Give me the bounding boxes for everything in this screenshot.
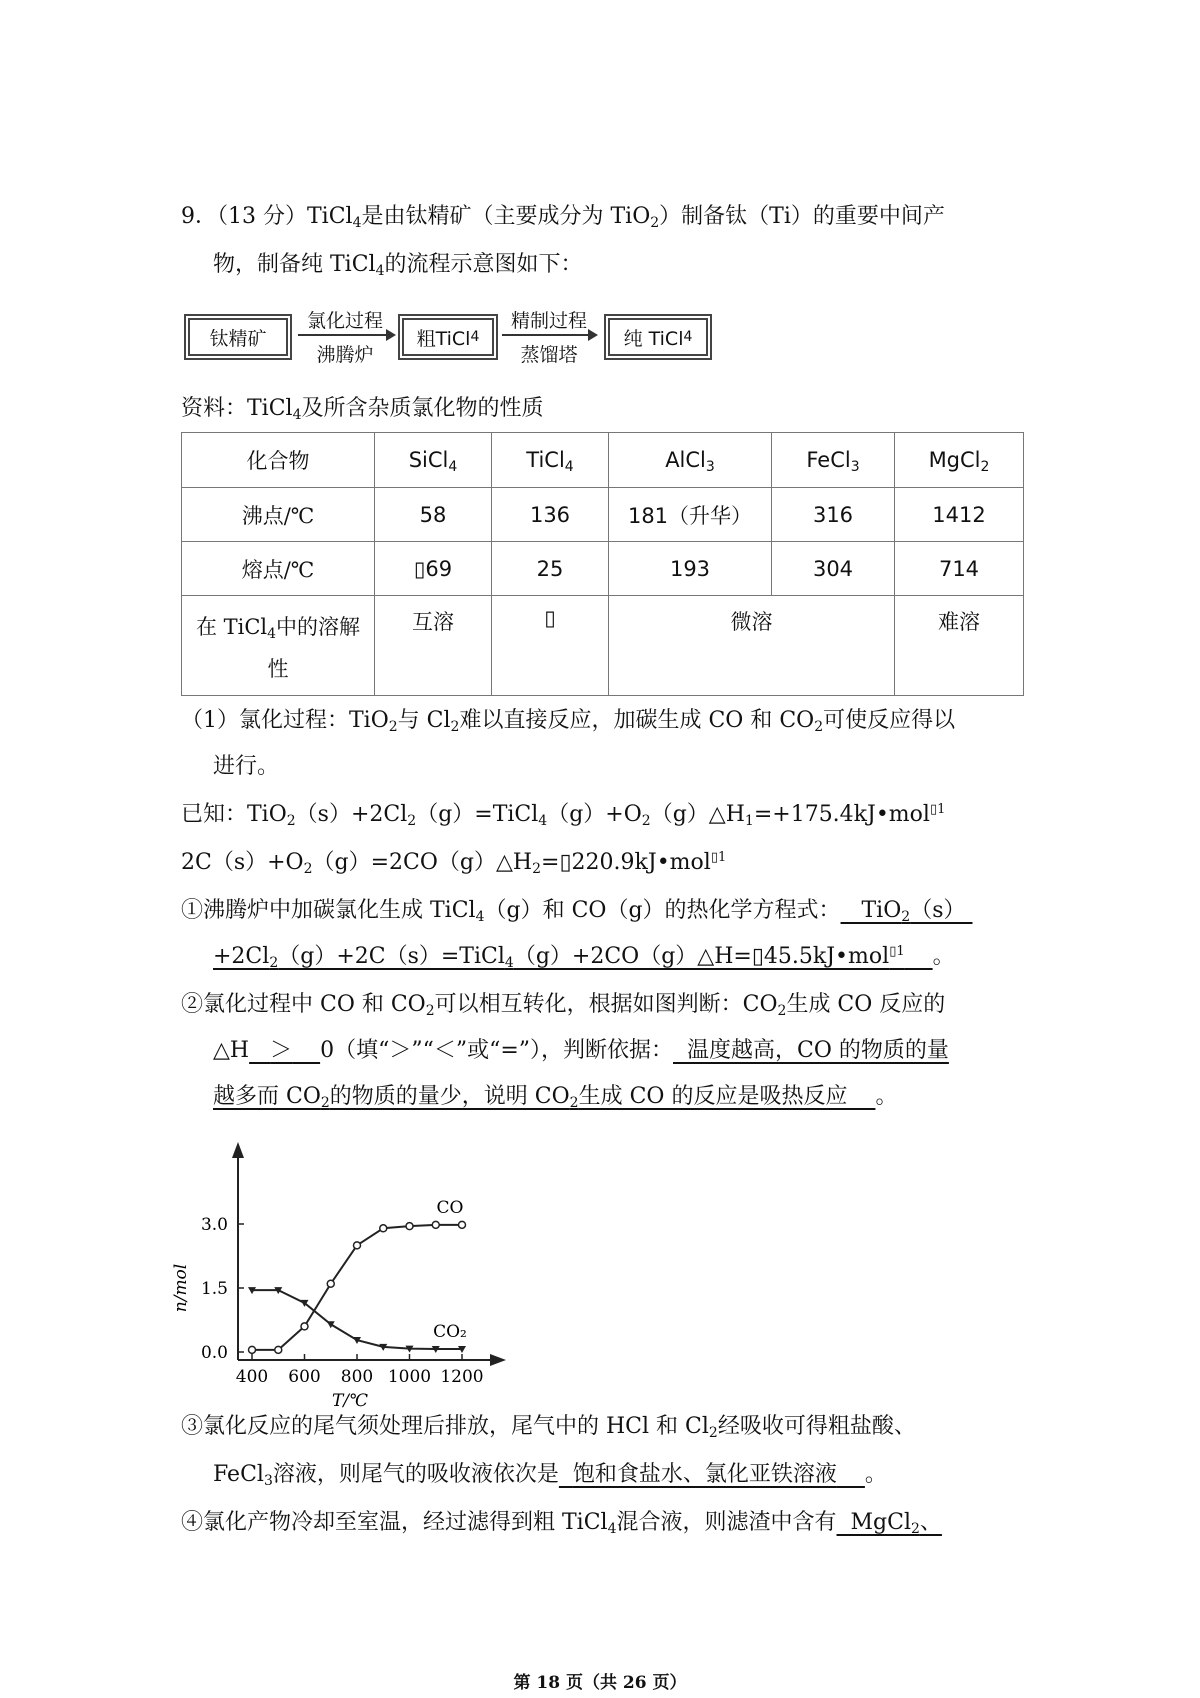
table-cell: ▯69: [375, 542, 492, 596]
data-point: [380, 1225, 387, 1232]
table-cell: 181（升华）: [609, 488, 772, 542]
table-header-row: [182, 433, 1024, 488]
q1-answer-part1: TiO$_2$（s）: [840, 898, 973, 925]
page-footer: 第 18 页（共 26 页）: [513, 1673, 687, 1693]
table-cell: 316: [772, 488, 895, 542]
known-reaction-2: $2C(s)+O_2(g)=2CO(g)\triangle H_2=▯220.9kJ•mol^{▯1}$: [181, 850, 727, 877]
flow-arrow1-top-label: 氯化过程: [306, 310, 383, 332]
y-tick-label: 3.0: [200, 1215, 228, 1235]
table-cell: 58: [375, 488, 492, 542]
q1-answer-part2: $+2Cl_2(g)+2C(s)=TiCl_4(g)+2CO(g)\triangle H=▯45.5kJ•mol^{▯1}$: [213, 944, 905, 971]
series-label: CO₂: [433, 1322, 467, 1343]
table-cell: 304: [772, 542, 895, 596]
table-cell: 难溶: [895, 596, 1024, 696]
flow-arrow2: [502, 334, 592, 336]
y-tick-label: 1.5: [200, 1279, 228, 1299]
table-cell: 193: [609, 542, 772, 596]
q1-line2: [213, 942, 955, 972]
table-row-solubility: [182, 596, 1024, 696]
x-tick-label: 800: [340, 1367, 374, 1387]
table-label-boiling: 沸点/℃: [182, 488, 375, 542]
flow-arrow2-bottom-label: 蒸馏塔: [520, 344, 578, 366]
data-point: [301, 1323, 308, 1330]
table-header-fecl3: FeCl$_3$: [772, 433, 895, 488]
data-point: [354, 1242, 361, 1249]
question-header-line2: 物，制备纯 TiCl$_4$的流程示意图如下：: [213, 252, 583, 279]
table-cell: 25: [492, 542, 609, 596]
q2-line2: [213, 1036, 949, 1066]
flow-box-crude: 粗TiCl 4: [398, 314, 498, 360]
q2-delta: △H: [213, 1038, 250, 1063]
table-label-melting: 熔点/℃: [182, 542, 375, 596]
q2-line1: ②氯化过程中 CO 和 $CO_2$可以相互转化，根据如图判断：$CO_2$生成 CO 反应的: [181, 992, 946, 1019]
table-row-boiling: [182, 488, 1024, 542]
q1-line1: ①沸腾炉中加碳氯化生成 TiCl$_4$（g）和 CO（g）的热化学方程式： TiO$_2$（s）: [181, 898, 973, 925]
data-point: [327, 1321, 335, 1328]
table-cell: 714: [895, 542, 1024, 596]
q2-line3: [213, 1082, 897, 1112]
x-tick-label: 400: [235, 1367, 269, 1387]
table-header-compound: 化合物: [182, 433, 375, 488]
table-cell: ▯: [492, 596, 609, 696]
table-header-ticl4: TiCl$_4$: [492, 433, 609, 488]
table-header-sicl4: SiCl$_4$: [375, 433, 492, 488]
x-tick-label: 600: [288, 1367, 321, 1387]
flow-arrow1: [298, 334, 390, 336]
y-axis-arrow: [232, 1142, 244, 1158]
table-row-melting: [182, 542, 1024, 596]
data-point: [432, 1221, 439, 1228]
flow-box-pure: 纯 TiCl 4: [604, 314, 712, 360]
chart-labels: [171, 1198, 484, 1411]
co-co2-chart: [170, 1128, 530, 1411]
question-number: 9．（13 分）TiCl$_4$是由钛精矿（主要成分为 TiO$_2$）制备钛（Ti）的重要中间产: [181, 204, 945, 231]
q3-answer: 饱和食盐水、氯化亚铁溶液: [572, 1462, 837, 1487]
q3-line2: FeCl$_3$溶液，则尾气的吸收液依次是 饱和食盐水、氯化亚铁溶液 。: [213, 1462, 887, 1489]
part1-line1: （1）氯化过程：TiO$_2$与 $Cl_2$难以直接反应，加碳生成 CO 和 $CO_2$可使反应得以: [181, 708, 956, 735]
question-header-line1: [181, 202, 945, 232]
x-axis-label: T/℃: [331, 1391, 369, 1411]
flow-box-ore: 钛精矿: [184, 314, 292, 360]
x-tick-label: 1000: [387, 1367, 432, 1387]
q1-end: 。: [932, 944, 955, 969]
table-header-mgcl2: MgCl$_2$: [895, 433, 1024, 488]
x-axis-arrow: [490, 1354, 506, 1366]
data-point: [327, 1280, 334, 1287]
table-caption: 资料：TiCl$_4$及所含杂质氯化物的性质: [181, 396, 544, 423]
flow-arrow1-bottom-label: 沸腾炉: [316, 344, 374, 366]
known-reaction-1: 已知：$TiO_2(s)+2Cl_2(g)=TiCl_4(g)+O_2(g)\triangle H_1=+175.4kJ•mol^{▯1}$: [181, 802, 946, 829]
q2-reason-part2: 越多而 $CO_2$的物质的量少，说明 $CO_2$生成 CO 的反应是吸热反应: [213, 1084, 876, 1111]
q3-end: 。: [864, 1462, 887, 1487]
data-point: [459, 1221, 466, 1228]
y-axis-label: n/mol: [171, 1263, 191, 1313]
x-tick-label: 1200: [440, 1367, 484, 1387]
table-cell: 微溶: [609, 596, 895, 696]
series-label: CO: [436, 1197, 464, 1218]
y-tick-label: 0.0: [200, 1343, 228, 1363]
q2-reason-part1: 温度越高，CO 的物质的量: [687, 1038, 949, 1063]
q2-mid: 0（填“＞”“＜”或“=”），判断依据：: [320, 1038, 674, 1063]
q3-line1: ③氯化反应的尾气须处理后排放，尾气中的 HCl 和 $Cl_2$经吸收可得粗盐酸、: [181, 1414, 916, 1441]
part1-line2: 进行。: [213, 754, 280, 779]
property-table: [181, 432, 1024, 696]
table-cell: 136: [492, 488, 609, 542]
table-label-solubility: 在 TiCl$_4$中的溶解 性: [182, 596, 375, 696]
data-point: [275, 1346, 282, 1353]
table-cell: 互溶: [375, 596, 492, 696]
q4-answer: MgCl$_2$、: [836, 1510, 942, 1537]
q2-end: 。: [875, 1084, 898, 1109]
flow-arrow2-top-label: 精制过程: [510, 310, 587, 332]
data-point: [406, 1223, 413, 1230]
q4-line1: ④氯化产物冷却至室温，经过滤得到粗 TiCl$_4$混合液，则滤渣中含有 MgCl$_2$、: [181, 1510, 942, 1537]
table-header-alcl3: AlCl$_3$: [609, 433, 772, 488]
data-point: [249, 1346, 256, 1353]
q2-answer-sign: ＞: [270, 1038, 293, 1063]
table-cell: 1412: [895, 488, 1024, 542]
